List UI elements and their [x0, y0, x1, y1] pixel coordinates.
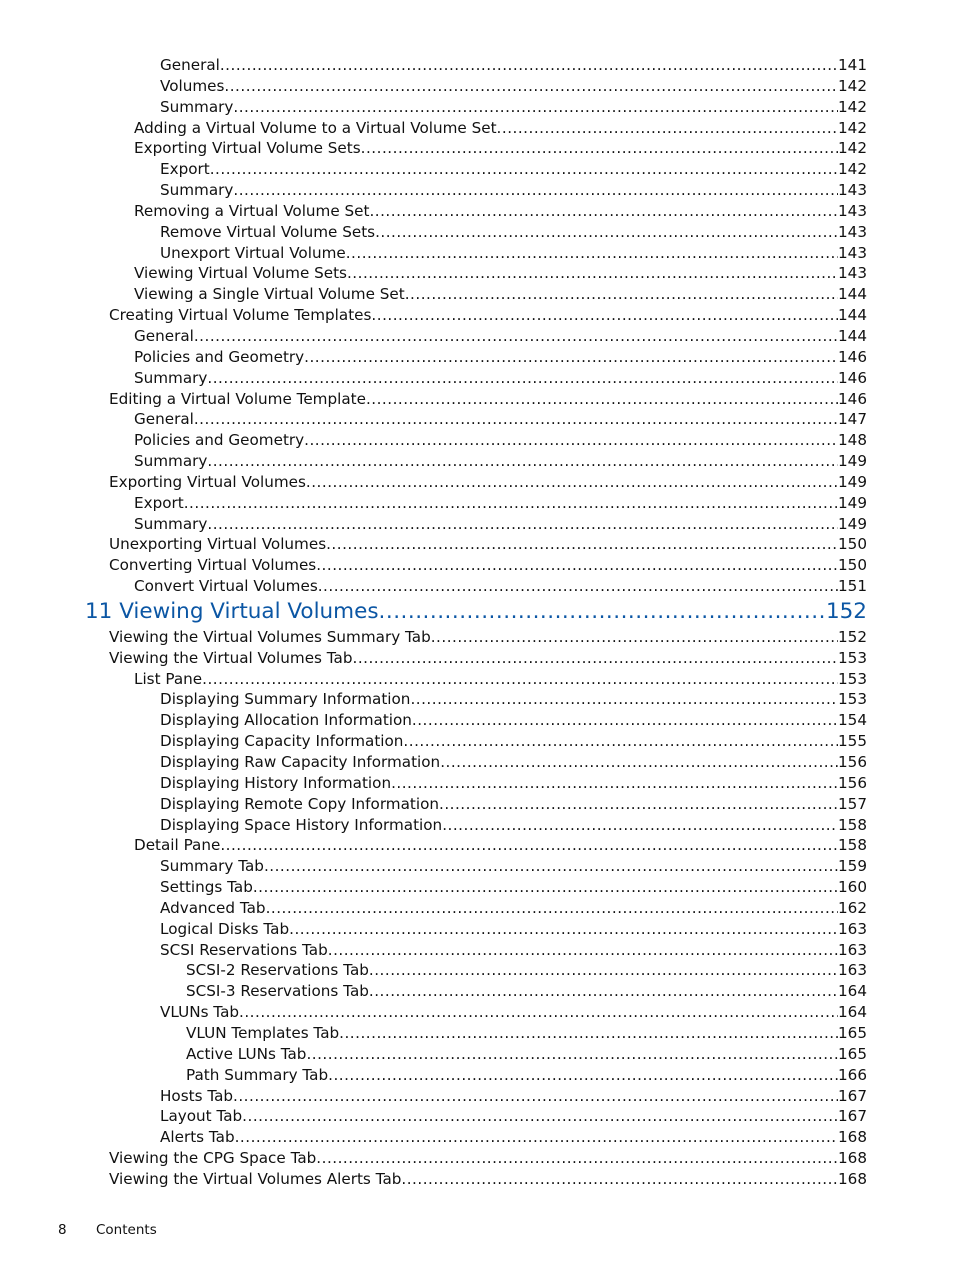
- toc-dot-leader: [233, 97, 838, 118]
- toc-entry-page: 151: [838, 577, 867, 596]
- toc-entry[interactable]: [0, 710, 867, 731]
- toc-entry[interactable]: [0, 919, 867, 940]
- toc-dot-leader: [369, 201, 838, 222]
- toc-entry[interactable]: [0, 940, 867, 961]
- toc-entry[interactable]: [0, 689, 867, 710]
- toc-dot-leader: [220, 55, 838, 76]
- toc-entry-title: General: [134, 410, 194, 429]
- toc-entry-title: Convert Virtual Volumes: [134, 577, 318, 596]
- toc-entry-title: VLUN Templates Tab: [186, 1023, 340, 1042]
- toc-entry-title: General: [134, 326, 194, 345]
- toc-entry-page: 142: [838, 139, 867, 158]
- toc-entry-page: 142: [838, 76, 867, 95]
- toc-entry[interactable]: [0, 55, 867, 76]
- toc-chapter-entry[interactable]: [0, 597, 867, 627]
- toc-dot-leader: [497, 118, 838, 139]
- toc-entry[interactable]: [0, 118, 867, 139]
- toc-dot-leader: [328, 940, 838, 961]
- toc-dot-leader: [440, 752, 838, 773]
- toc-entry[interactable]: [0, 201, 867, 222]
- toc-entry-page: 162: [838, 898, 867, 917]
- toc-entry[interactable]: [0, 430, 867, 451]
- toc-entry-page: 149: [838, 452, 867, 471]
- toc-entry-page: 166: [838, 1065, 867, 1084]
- toc-entry-title: VLUNs Tab: [160, 1003, 240, 1022]
- toc-entry[interactable]: [0, 815, 867, 836]
- toc-entry-page: 165: [838, 1023, 867, 1042]
- toc-entry-title: Detail Pane: [134, 836, 221, 855]
- toc-entry-page: 157: [838, 794, 867, 813]
- toc-entry-page: 152: [838, 627, 867, 646]
- toc-entry-page: 153: [838, 669, 867, 688]
- page-footer: [58, 1222, 157, 1238]
- toc-entry-page: 150: [838, 535, 867, 554]
- toc-entry[interactable]: [0, 877, 867, 898]
- toc-entry[interactable]: [0, 180, 867, 201]
- toc-dot-leader: [210, 159, 838, 180]
- toc-entry-title: Displaying History Information: [160, 773, 392, 792]
- toc-entry-title: Summary: [160, 97, 234, 116]
- toc-dot-leader: [328, 1065, 838, 1086]
- toc-entry-title: Policies and Geometry: [134, 347, 305, 366]
- toc-entry-title: Summary: [134, 452, 208, 471]
- toc-entry-title: Exporting Virtual Volume Sets: [134, 139, 361, 158]
- toc-entry[interactable]: [0, 347, 867, 368]
- toc-entry[interactable]: [0, 1169, 867, 1190]
- toc-entry-title: List Pane: [134, 669, 203, 688]
- toc-entry[interactable]: [0, 534, 867, 555]
- toc-entry[interactable]: [0, 493, 867, 514]
- toc-dot-leader: [207, 451, 838, 472]
- toc-dot-leader: [401, 1169, 838, 1190]
- toc-dot-leader: [353, 648, 839, 669]
- toc-entry-title: Advanced Tab: [160, 898, 266, 917]
- footer-page-number: 8: [58, 1222, 67, 1238]
- toc-entry-page: 146: [838, 389, 867, 408]
- toc-dot-leader: [316, 1148, 838, 1169]
- toc-dot-leader: [347, 263, 838, 284]
- toc-entry[interactable]: [0, 138, 867, 159]
- toc-dot-leader: [306, 472, 838, 493]
- toc-dot-leader: [266, 898, 838, 919]
- toc-entry-page: 153: [838, 648, 867, 667]
- toc-dot-leader: [239, 1002, 838, 1023]
- toc-entry-title: Alerts Tab: [160, 1128, 235, 1147]
- toc-entry-page: 146: [838, 347, 867, 366]
- toc-entry[interactable]: [0, 1127, 867, 1148]
- toc-entry[interactable]: [0, 243, 867, 264]
- toc-entry[interactable]: [0, 856, 867, 877]
- toc-entry[interactable]: [0, 159, 867, 180]
- toc-entry-page: 143: [838, 264, 867, 283]
- toc-entry-title: Summary Tab: [160, 857, 264, 876]
- toc-entry[interactable]: [0, 1023, 867, 1044]
- table-of-contents: [0, 55, 954, 1190]
- toc-dot-leader: [431, 627, 838, 648]
- toc-entry[interactable]: [0, 1086, 867, 1107]
- toc-entry-page: 144: [838, 306, 867, 325]
- toc-dot-leader: [306, 1044, 838, 1065]
- toc-entry-title: SCSI-2 Reservations Tab: [186, 961, 369, 980]
- toc-entry-title: Volumes: [160, 76, 225, 95]
- toc-entry[interactable]: [0, 1002, 867, 1023]
- toc-entry[interactable]: [0, 263, 867, 284]
- toc-dot-leader: [184, 493, 838, 514]
- toc-dot-leader: [403, 731, 838, 752]
- toc-dot-leader: [253, 877, 838, 898]
- toc-entry-page: 163: [838, 919, 867, 938]
- toc-entry[interactable]: [0, 76, 867, 97]
- toc-entry[interactable]: [0, 305, 867, 326]
- toc-entry-page: 147: [838, 410, 867, 429]
- toc-dot-leader: [326, 534, 838, 555]
- toc-entry-title: Displaying Allocation Information: [160, 711, 412, 730]
- toc-dot-leader: [224, 76, 838, 97]
- toc-entry[interactable]: [0, 1044, 867, 1065]
- toc-dot-leader: [289, 919, 838, 940]
- toc-entry[interactable]: [0, 773, 867, 794]
- toc-dot-leader: [442, 815, 838, 836]
- toc-entry-title: Hosts Tab: [160, 1086, 234, 1105]
- toc-entry-page: 159: [838, 857, 867, 876]
- toc-entry-title: Displaying Remote Copy Information: [160, 794, 439, 813]
- toc-entry-title: Displaying Summary Information: [160, 690, 411, 709]
- toc-entry-title: Settings Tab: [160, 878, 253, 897]
- toc-dot-leader: [346, 243, 838, 264]
- toc-dot-leader: [439, 794, 838, 815]
- toc-entry-title: Removing a Virtual Volume Set: [134, 201, 370, 220]
- toc-entry-page: 143: [838, 181, 867, 200]
- toc-entry-title: Summary: [134, 368, 208, 387]
- toc-dot-leader: [233, 180, 838, 201]
- toc-entry[interactable]: [0, 794, 867, 815]
- toc-entry[interactable]: [0, 752, 867, 773]
- toc-entry-title: Summary: [134, 514, 208, 533]
- toc-entry-title: 11 Viewing Virtual Volumes: [85, 598, 379, 624]
- toc-entry[interactable]: [0, 409, 867, 430]
- toc-dot-leader: [207, 514, 838, 535]
- toc-entry-title: Summary: [160, 181, 234, 200]
- toc-dot-leader: [194, 409, 838, 430]
- toc-entry-page: 146: [838, 368, 867, 387]
- toc-entry-page: 168: [838, 1149, 867, 1168]
- toc-entry-page: 155: [838, 732, 867, 751]
- toc-entry-title: Export: [134, 493, 184, 512]
- toc-entry[interactable]: [0, 960, 867, 981]
- toc-dot-leader: [233, 1086, 838, 1107]
- toc-entry[interactable]: [0, 326, 867, 347]
- toc-dot-leader: [366, 389, 838, 410]
- toc-entry-title: Policies and Geometry: [134, 431, 305, 450]
- toc-entry-page: 143: [838, 201, 867, 220]
- toc-entry[interactable]: [0, 1148, 867, 1169]
- toc-entry-page: 154: [838, 711, 867, 730]
- toc-entry-page: 153: [838, 690, 867, 709]
- toc-dot-leader: [235, 1127, 838, 1148]
- toc-dot-leader: [391, 773, 838, 794]
- toc-entry-title: Displaying Capacity Information: [160, 732, 404, 751]
- toc-entry-title: Viewing Virtual Volume Sets: [134, 264, 347, 283]
- toc-entry[interactable]: [0, 648, 867, 669]
- footer-section-label: Contents: [96, 1222, 157, 1238]
- toc-entry-title: SCSI Reservations Tab: [160, 940, 328, 959]
- toc-entry[interactable]: [0, 389, 867, 410]
- toc-entry[interactable]: [0, 514, 867, 535]
- toc-dot-leader: [375, 222, 838, 243]
- toc-entry-title: General: [160, 56, 220, 74]
- toc-entry[interactable]: [0, 576, 867, 597]
- toc-entry[interactable]: [0, 1065, 867, 1086]
- toc-dot-leader: [379, 597, 826, 627]
- toc-entry[interactable]: [0, 555, 867, 576]
- toc-dot-leader: [369, 981, 838, 1002]
- toc-entry-title: Viewing the Virtual Volumes Tab: [109, 648, 353, 667]
- toc-entry[interactable]: [0, 981, 867, 1002]
- toc-entry-page: 168: [838, 1169, 867, 1188]
- toc-dot-leader: [410, 689, 838, 710]
- toc-entry[interactable]: [0, 284, 867, 305]
- toc-entry-page: 165: [838, 1044, 867, 1063]
- toc-entry-page: 141: [838, 56, 867, 74]
- toc-entry-title: Exporting Virtual Volumes: [109, 472, 306, 491]
- toc-entry-page: 160: [838, 878, 867, 897]
- toc-entry-page: 152: [825, 598, 867, 624]
- toc-entry-title: Logical Disks Tab: [160, 919, 290, 938]
- toc-entry-title: Converting Virtual Volumes: [109, 556, 317, 575]
- toc-entry-page: 167: [838, 1086, 867, 1105]
- toc-entry-page: 149: [838, 493, 867, 512]
- toc-entry-title: Active LUNs Tab: [186, 1044, 307, 1063]
- toc-entry-title: Layout Tab: [160, 1107, 243, 1126]
- toc-entry-title: Unexporting Virtual Volumes: [109, 535, 327, 554]
- toc-entry-page: 164: [838, 1003, 867, 1022]
- toc-entry-page: 156: [838, 753, 867, 771]
- toc-dot-leader: [202, 669, 838, 690]
- toc-entry-page: 158: [838, 836, 867, 855]
- toc-dot-leader: [405, 284, 838, 305]
- toc-dot-leader: [369, 960, 838, 981]
- toc-entry[interactable]: [0, 898, 867, 919]
- toc-entry[interactable]: [0, 669, 867, 690]
- toc-entry-page: 163: [838, 940, 867, 959]
- toc-entry[interactable]: [0, 222, 867, 243]
- toc-entry[interactable]: [0, 731, 867, 752]
- toc-entry[interactable]: [0, 472, 867, 493]
- toc-entry-page: 144: [838, 285, 867, 304]
- toc-entry-title: Viewing the CPG Space Tab: [109, 1149, 317, 1168]
- toc-dot-leader: [194, 326, 838, 347]
- toc-dot-leader: [264, 856, 838, 877]
- toc-dot-leader: [339, 1023, 838, 1044]
- toc-entry-page: 142: [838, 97, 867, 116]
- toc-dot-leader: [371, 305, 838, 326]
- toc-dot-leader: [316, 555, 838, 576]
- toc-dot-leader: [304, 347, 838, 368]
- toc-entry-page: 144: [838, 326, 867, 345]
- toc-dot-leader: [318, 576, 838, 597]
- toc-entry[interactable]: [0, 627, 867, 648]
- toc-entry-title: Remove Virtual Volume Sets: [160, 222, 376, 241]
- toc-entry-title: Viewing the Virtual Volumes Summary Tab: [109, 627, 431, 646]
- toc-entry-page: 167: [838, 1107, 867, 1126]
- toc-entry-page: 142: [838, 118, 867, 137]
- toc-entry-page: 149: [838, 514, 867, 533]
- toc-entry[interactable]: [0, 368, 867, 389]
- toc-entry-title: Viewing the Virtual Volumes Alerts Tab: [109, 1169, 402, 1188]
- toc-entry-page: 163: [838, 961, 867, 980]
- toc-entry[interactable]: [0, 835, 867, 856]
- toc-entry-title: Editing a Virtual Volume Template: [109, 389, 366, 408]
- toc-dot-leader: [220, 835, 838, 856]
- toc-entry-page: 149: [838, 472, 867, 491]
- toc-entry-title: Displaying Raw Capacity Information: [160, 753, 441, 771]
- toc-entry-title: Unexport Virtual Volume: [160, 243, 346, 262]
- toc-entry-page: 150: [838, 556, 867, 575]
- toc-entry-page: 143: [838, 222, 867, 241]
- toc-entry-page: 148: [838, 431, 867, 450]
- toc-entry-title: SCSI-3 Reservations Tab: [186, 982, 369, 1001]
- toc-entry[interactable]: [0, 451, 867, 472]
- toc-entry-page: 158: [838, 815, 867, 834]
- toc-dot-leader: [207, 368, 838, 389]
- toc-entry-title: Path Summary Tab: [186, 1065, 329, 1084]
- toc-entry-page: 156: [838, 773, 867, 792]
- toc-entry[interactable]: [0, 97, 867, 118]
- toc-dot-leader: [412, 710, 838, 731]
- toc-entry[interactable]: [0, 1106, 867, 1127]
- toc-entry-title: Viewing a Single Virtual Volume Set: [134, 285, 405, 304]
- toc-dot-leader: [242, 1106, 838, 1127]
- toc-dot-leader: [304, 430, 838, 451]
- toc-entry-title: Export: [160, 160, 210, 179]
- toc-dot-leader: [361, 138, 838, 159]
- toc-entry-title: Creating Virtual Volume Templates: [109, 306, 372, 325]
- toc-entry-title: Displaying Space History Information: [160, 815, 443, 834]
- toc-entry-title: Adding a Virtual Volume to a Virtual Volume Set: [134, 118, 497, 137]
- toc-entry-page: 168: [838, 1128, 867, 1147]
- toc-entry-page: 142: [838, 160, 867, 179]
- toc-entry-page: 143: [838, 243, 867, 262]
- toc-entry-page: 164: [838, 982, 867, 1001]
